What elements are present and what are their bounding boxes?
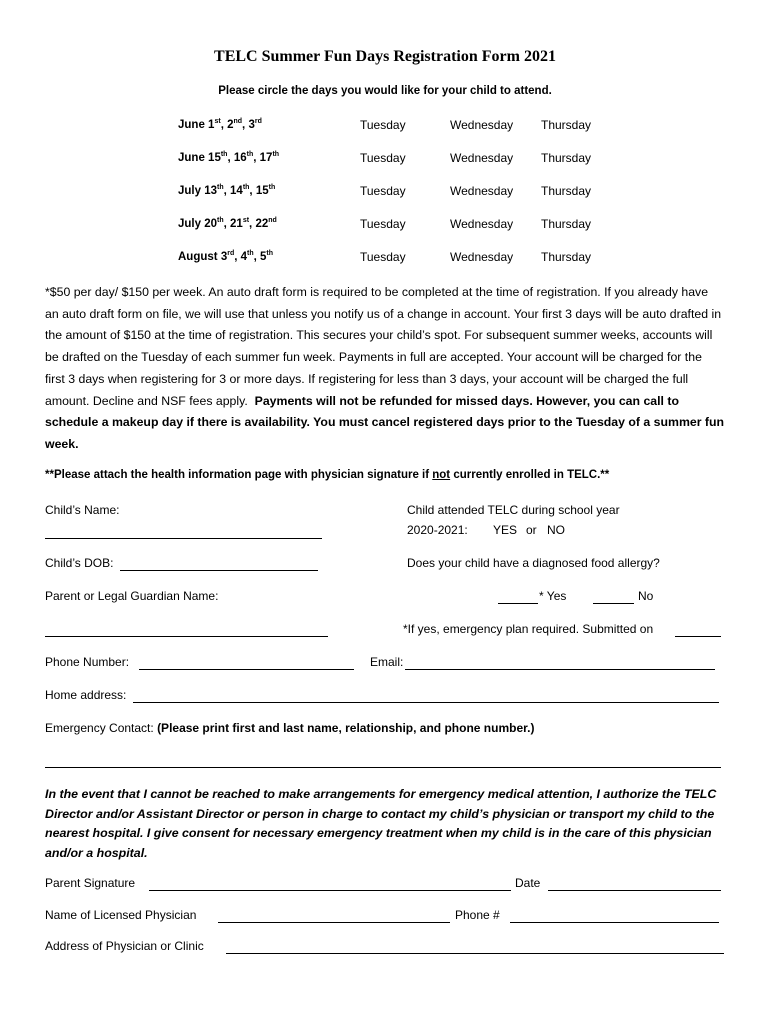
schedule-dates-3: July 20th, 21st, 22nd [178,217,277,230]
allergy-no-label: No [638,589,654,603]
child-dob-label: Child’s DOB: [45,556,114,570]
policy-refund-text: Payments will not be refunded for missed days. However, you can call to schedule a makeup day if there is availability. You must cancel registered days prior to the Tuesday of a summer fun week. [45,393,725,451]
day-option-tuesday[interactable]: Tuesday [360,151,406,165]
emergency-contact-label: Emergency Contact: (Please print first and last name, relationship, and phone number.) [45,721,535,735]
day-option-thursday[interactable]: Thursday [541,184,592,198]
child-name-input[interactable] [45,538,322,539]
parent-signature-input[interactable] [149,890,511,891]
attended-yes-option[interactable]: YES [493,523,518,537]
day-option-wednesday[interactable]: Wednesday [450,151,514,165]
phone-number-label: Phone Number: [45,655,130,669]
day-option-tuesday[interactable]: Tuesday [360,217,406,231]
food-allergy-question: Does your child have a diagnosed food allergy? [407,556,660,570]
attended-year: 2020-2021: [407,523,468,537]
guardian-name-label: Parent or Legal Guardian Name: [45,589,219,603]
home-address-input[interactable] [133,702,719,703]
schedule-dates-2: July 13th, 14th, 15th [178,184,276,197]
schedule-dates-0: June 1st, 2nd, 3rd [178,118,262,131]
policy-text: *$50 per day/ $150 per week. An auto draft form is required to be completed at the time of registration. If you already have an auto draft form on file, we will use that unless you notify us of a change in account. Your first 3 days will be auto drafted in the amount of $150 at the time of registration. This secures your child’s spot. For subsequent summer weeks, accounts will be drafted on the Tuesday of each summer fun week. Payments in full are accepted. Your account will be charged for the first 3 days when registering for 3 or more days. If registering for less than 3 days, your account will be charged the full amount. Decline and NSF fees apply. [45,285,722,408]
parent-signature-label: Parent Signature [45,876,136,890]
emergency-plan-label: *If yes, emergency plan required. Submitted on [403,622,654,636]
physician-name-input[interactable] [218,922,450,923]
signature-date-label: Date [515,876,541,890]
attended-question: Child attended TELC during school year [407,503,620,517]
signature-date-input[interactable] [548,890,721,891]
emergency-contact-input[interactable] [45,767,721,768]
medical-consent-statement: In the event that I cannot be reached to make arrangements for emergency medical attention, I authorize the TELC Director and/or Assistant Director or person in charge to contact my child’s physician or transport my child to the nearest hospital. I give consent for necessary emergency treatment when my child is in the care of this physician and/or a hospital. [45,787,717,860]
physician-address-input[interactable] [226,953,724,954]
physician-name-label: Name of Licensed Physician [45,908,197,922]
email-label: Email: [370,655,404,669]
physician-phone-label: Phone # [455,908,500,922]
child-name-label: Child’s Name: [45,503,120,517]
physician-phone-input[interactable] [510,922,719,923]
day-option-tuesday[interactable]: Tuesday [360,250,406,264]
schedule-dates-4: August 3rd, 4th, 5th [178,250,274,263]
day-option-thursday[interactable]: Thursday [541,118,592,132]
guardian-name-input[interactable] [45,636,328,637]
day-option-thursday[interactable]: Thursday [541,250,592,264]
day-option-thursday[interactable]: Thursday [541,217,592,231]
day-option-wednesday[interactable]: Wednesday [450,250,514,264]
day-option-tuesday[interactable]: Tuesday [360,184,406,198]
attended-or: or [526,523,537,537]
schedule-dates-1: June 15th, 16th, 17th [178,151,280,164]
emergency-plan-date-input[interactable] [675,636,721,637]
payment-policy [45,282,725,456]
allergy-yes-input[interactable] [498,603,538,604]
attended-no-option[interactable]: NO [547,523,565,537]
allergy-no-input[interactable] [593,603,634,604]
physician-address-label: Address of Physician or Clinic [45,939,204,953]
day-option-wednesday[interactable]: Wednesday [450,184,514,198]
form-title: TELC Summer Fun Days Registration Form 2021 [214,48,556,65]
day-option-tuesday[interactable]: Tuesday [360,118,406,132]
phone-number-input[interactable] [139,669,354,670]
emergency-contact-instructions: (Please print first and last name, relationship, and phone number.) [157,721,535,735]
day-option-wednesday[interactable]: Wednesday [450,118,514,132]
child-dob-input[interactable] [120,570,318,571]
day-option-wednesday[interactable]: Wednesday [450,217,514,231]
day-option-thursday[interactable]: Thursday [541,151,592,165]
email-input[interactable] [405,669,715,670]
allergy-yes-label: * Yes [539,589,567,603]
form-subtitle: Please circle the days you would like for your child to attend. [218,85,552,97]
health-info-note: **Please attach the health information page with physician signature if not currently enrolled in TELC.** [45,469,610,481]
home-address-label: Home address: [45,688,127,702]
